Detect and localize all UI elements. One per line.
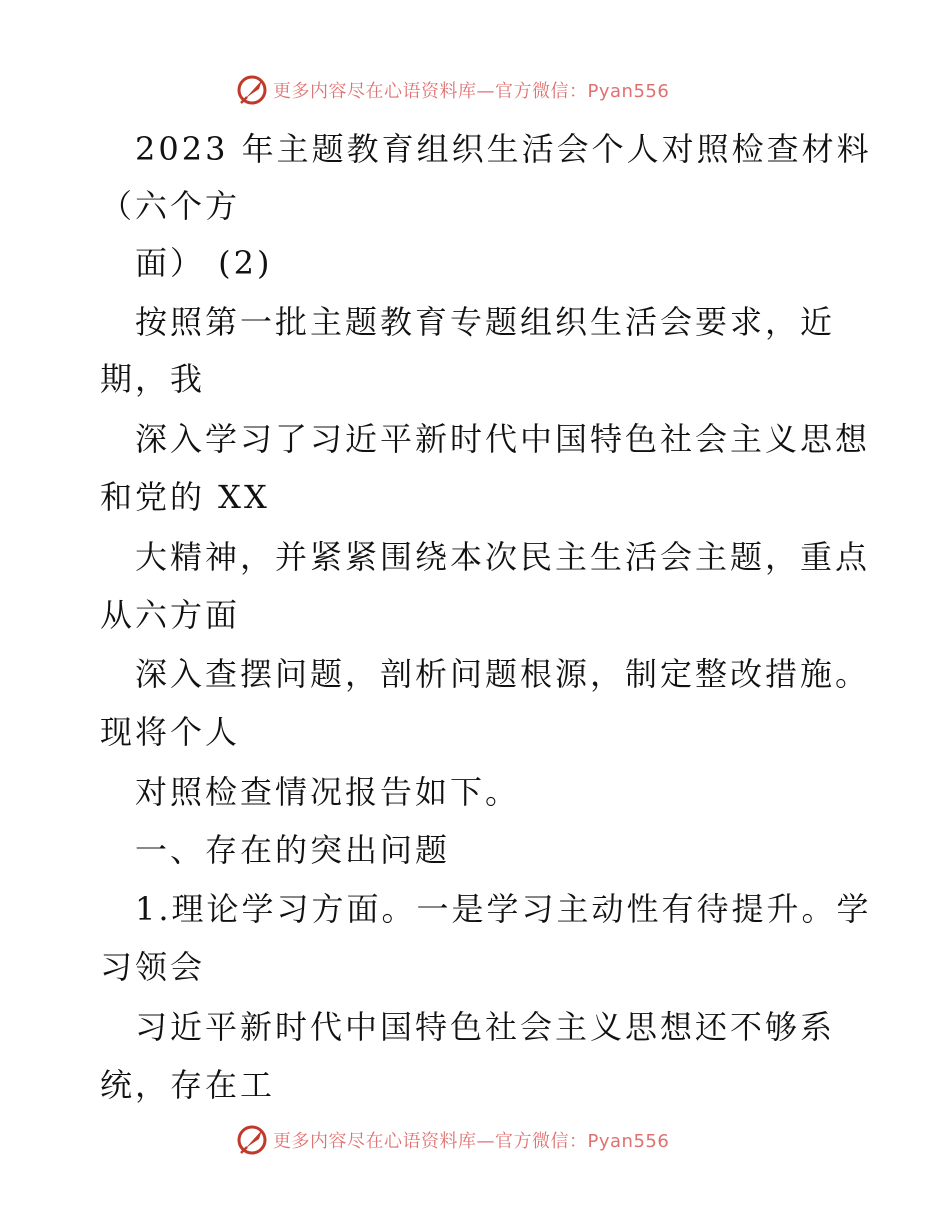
watermark-text: 更多内容尽在心语资料库—官方微信：Pyan556 bbox=[273, 81, 670, 102]
doc-line: 从六方面 bbox=[100, 596, 241, 634]
doc-line: 习近平新时代中国特色社会主义思想还不够系 bbox=[135, 1008, 836, 1046]
doc-line: 期，我 bbox=[100, 360, 206, 398]
doc-line: 习领会 bbox=[100, 948, 206, 986]
feather-pen-logo-icon bbox=[235, 1123, 269, 1157]
doc-line: 1.理论学习方面。一是学习主动性有待提升。学 bbox=[135, 890, 872, 928]
doc-title-line-2: （六个方 bbox=[100, 187, 241, 225]
doc-line: 深入查摆问题，剖析问题根源，制定整改措施。 bbox=[135, 655, 871, 693]
feather-pen-logo-icon bbox=[235, 73, 269, 107]
doc-line: 按照第一批主题教育专题组织生活会要求，近 bbox=[135, 303, 836, 341]
doc-section-heading: 一、存在的突出问题 bbox=[135, 831, 451, 869]
doc-title-line-1: 2023 年主题教育组织生活会个人对照检查材料 bbox=[135, 130, 872, 168]
doc-line: 现将个人 bbox=[100, 713, 241, 751]
watermark-text: 更多内容尽在心语资料库—官方微信：Pyan556 bbox=[273, 1131, 670, 1152]
doc-title-line-3: 面） (2) bbox=[135, 244, 273, 282]
watermark-banner-top bbox=[235, 73, 669, 107]
doc-line: 和党的 XX bbox=[100, 478, 270, 516]
watermark-banner-bottom bbox=[235, 1123, 669, 1157]
doc-line: 对照检查情况报告如下。 bbox=[135, 773, 521, 811]
doc-line: 深入学习了习近平新时代中国特色社会主义思想 bbox=[135, 420, 871, 458]
doc-line: 统，存在工 bbox=[100, 1066, 276, 1104]
doc-line: 大精神，并紧紧围绕本次民主生活会主题，重点 bbox=[135, 538, 871, 576]
